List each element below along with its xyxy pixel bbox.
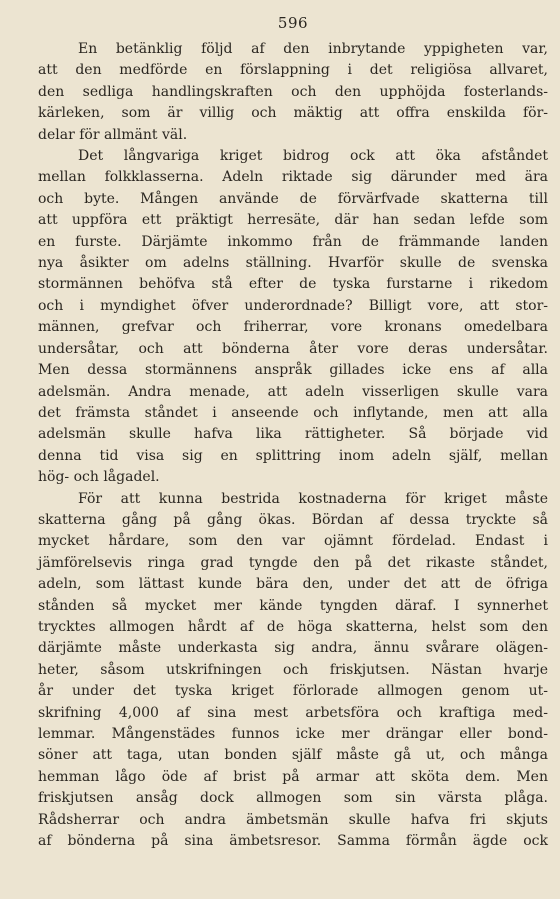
text-line: det främsta ståndet i anseende och inflytande, men att alla <box>38 404 548 421</box>
text-line: adelsmän. Andra menade, att adeln visserligen skulle vara <box>38 383 548 400</box>
text-line: därjämte måste underkasta sig andra, ännu svårare olägen- <box>38 640 548 657</box>
text-line: stormännen behöfva stå efter de tyska furstarne i rikedom <box>38 276 548 293</box>
text-line: denna tid visa sig en splittring inom adeln själf, mellan <box>38 447 548 464</box>
text-line: skrifning 4,000 af sina mest arbetsföra och kraftiga med- <box>38 704 548 721</box>
text-line: adeln, som lättast kunde bära den, under det att de öfriga <box>38 576 548 593</box>
text-line: hemman lågo öde af brist på armar att sköta dem. Men <box>38 768 548 785</box>
text-line: trycktes allmogen hårdt af de höga skatterna, helst som den <box>38 618 548 635</box>
text-line: af bönderna på sina ämbetsresor. Samma förmån ägde ock <box>38 833 548 850</box>
text-line: år under det tyska kriget förlorade allmogen genom ut- <box>38 683 548 700</box>
text-line: delar för allmänt väl. <box>38 126 188 143</box>
text-line: heter, såsom utskrifningen och friskjutsen. Nästan hvarje <box>38 661 548 678</box>
text-line: att uppföra ett präktigt herresäte, där han sedan lefde som <box>38 212 548 229</box>
text-line: adelsmän skulle hafva lika rättigheter. Så började vid <box>38 426 548 443</box>
text-line: söner att taga, utan bonden själf måste gå ut, och många <box>38 747 548 764</box>
text-line: kärleken, som är villig och mäktig att offra enskilda för- <box>38 105 548 122</box>
text-line: Det långvariga kriget bidrog ock att öka afståndet <box>78 148 548 165</box>
text-line: För att kunna bestrida kostnaderna för kriget måste <box>78 490 548 507</box>
text-line: att den medförde en förslappning i det religiösa allvaret, <box>38 62 548 79</box>
text-line: männen, grefvar och friherrar, vore kronans omedelbara <box>38 319 548 336</box>
text-line: lemmar. Mångenstädes funnos icke mer drängar eller bond- <box>38 726 548 742</box>
text-line: hög- och lågadel. <box>38 469 160 486</box>
text-line: en furste. Därjämte inkommo från de främmande landen <box>38 233 548 250</box>
text-line: friskjutsen ansåg dock allmogen som sin värsta plåga. <box>38 790 548 807</box>
text-line: jämförelsevis ringa grad tyngde den på det rikaste ståndet, <box>38 554 548 571</box>
text-line: mellan folkklasserna. Adeln riktade sig därunder med ära <box>38 169 548 186</box>
text-line: stånden så mycket mer kände tyngden däraf. I synnerhet <box>38 597 548 614</box>
text-line: och i myndighet öfver underordnade? Billigt vore, att stor- <box>38 297 548 314</box>
text-line: skatterna gång på gång ökas. Bördan af dessa tryckte så <box>38 511 548 528</box>
text-line: En betänklig följd af den inbrytande yppigheten var, <box>78 41 548 57</box>
text-line: nya åsikter om adelns ställning. Hvarför skulle de svenska <box>38 255 548 272</box>
text-line: den sedliga handlingskraften och den upphöjda fosterlands- <box>38 83 548 100</box>
text-line: Men dessa stormännens anspråk gillades icke ens af alla <box>38 362 548 379</box>
text-line: Rådsherrar och andra ämbetsmän skulle hafva fri skjuts <box>38 811 548 828</box>
body-text <box>38 39 548 852</box>
page-number: 596 <box>277 14 309 32</box>
text-line: undersåtar, och att bönderna åter vore deras undersåtar. <box>38 340 548 357</box>
text-line: och byte. Mången använde de förvärfvade skatterna till <box>38 190 548 207</box>
text-line: mycket hårdare, som den var ojämnt fördelad. Endast i <box>38 533 548 550</box>
